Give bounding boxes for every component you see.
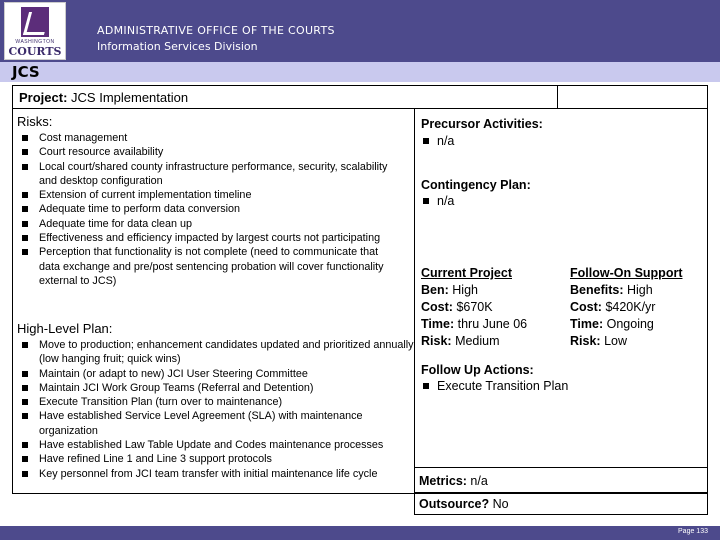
outsource-value: No [492,497,509,511]
outsource-label: Outsource? [419,497,490,511]
metrics-line [419,474,488,488]
follow-up-item-text: Execute Transition Plan [437,379,569,393]
list-item: Local court/shared county infrastructure performance, security, scalability and desktop configuration [17,160,397,189]
follow-on-risk-line [570,333,682,350]
current-time-line [421,316,527,333]
risks-title: Risks: [17,114,53,129]
metrics-value: n/a [470,474,488,488]
follow-on-cost-value: $420K/yr [605,300,656,314]
project-row-divider [557,86,558,108]
washington-courts-logo [4,2,66,60]
project-line [19,90,188,105]
section-title: JCS [12,63,40,81]
follow-on-risk-value: Low [604,334,627,348]
list-item: Extension of current implementation timeline [17,188,397,202]
list-item: Perception that functionality is not complete (need to communicate that data exchange and pre/post sentencing probation will cover functionality external to JCS) [17,245,397,288]
list-item: Move to production; enhancement candidates updated and prioritized annually (low hanging fruit; quick wins) [17,338,415,367]
follow-on-cost-line [570,299,682,316]
metrics-label: Metrics: [419,474,467,488]
header-title: ADMINISTRATIVE OFFICE OF THE COURTS [97,24,335,37]
follow-up-title: Follow Up Actions: [421,363,534,377]
contingency-title: Contingency Plan: [421,178,531,192]
right-column-box [414,108,708,494]
bullet-icon [423,198,429,204]
list-item: Key personnel from JCI team transfer with initial maintenance life cycle [17,467,415,481]
contingency-item [421,194,454,208]
precursor-item [421,134,454,148]
logo-mark-icon [21,7,49,37]
list-item: Adequate time to perform data conversion [17,202,397,216]
follow-on-block [570,265,682,350]
list-item: Execute Transition Plan (turn over to maintenance) [17,395,415,409]
metrics-box [414,467,708,493]
contingency-item-text: n/a [437,194,455,208]
outsource-box [414,493,708,515]
list-item: Have established Law Table Update and Codes maintenance processes [17,438,415,452]
follow-on-risk-label: Risk: [570,334,601,348]
project-value: JCS Implementation [71,90,189,105]
current-ben-label: Ben: [421,283,449,297]
follow-on-cost-label: Cost: [570,300,602,314]
current-time-value: thru June 06 [457,317,528,331]
list-item: Adequate time for data clean up [17,217,397,231]
plan-list [17,338,415,481]
current-risk-value: Medium [455,334,500,348]
page-number: Page 133 [678,528,708,535]
follow-on-benefits-value: High [626,283,653,297]
follow-on-title: Follow-On Support [570,266,683,280]
follow-up-item [421,379,568,393]
current-cost-line [421,299,527,316]
project-row [12,85,708,109]
project-label: Project: [19,90,68,105]
precursor-title: Precursor Activities: [421,117,543,131]
list-item: Court resource availability [17,145,397,159]
bullet-icon [423,383,429,389]
list-item: Have refined Line 1 and Line 3 support protocols [17,452,415,466]
outsource-line [419,497,509,511]
header-subtitle: Information Services Division [97,40,258,53]
current-cost-value: $670K [456,300,493,314]
risks-plan-box [12,108,415,494]
current-project-title: Current Project [421,266,512,280]
follow-on-time-line [570,316,682,333]
logo-top-text: WASHINGTON [15,39,55,45]
logo-bottom-text: COURTS [8,45,62,58]
follow-on-benefits-label: Benefits: [570,283,624,297]
follow-on-benefits-line [570,282,682,299]
list-item: Effectiveness and efficiency impacted by largest courts not participating [17,231,397,245]
list-item: Have established Service Level Agreement (SLA) with maintenance organization [17,409,415,438]
bullet-icon [423,138,429,144]
current-risk-label: Risk: [421,334,452,348]
list-item: Maintain JCI Work Group Teams (Referral and Detention) [17,381,415,395]
risks-list [17,131,397,288]
plan-title: High-Level Plan: [17,321,113,336]
current-cost-label: Cost: [421,300,453,314]
section-bar [0,62,720,82]
list-item: Maintain (or adapt to new) JCI User Steering Committee [17,367,415,381]
follow-on-time-label: Time: [570,317,604,331]
follow-on-time-value: Ongoing [606,317,654,331]
precursor-item-text: n/a [437,134,455,148]
footer-bar [0,526,720,540]
list-item: Cost management [17,131,397,145]
current-time-label: Time: [421,317,455,331]
current-project-block [421,265,527,350]
current-ben-line [421,282,527,299]
current-risk-line [421,333,527,350]
current-ben-value: High [452,283,478,297]
header-banner [0,0,720,62]
